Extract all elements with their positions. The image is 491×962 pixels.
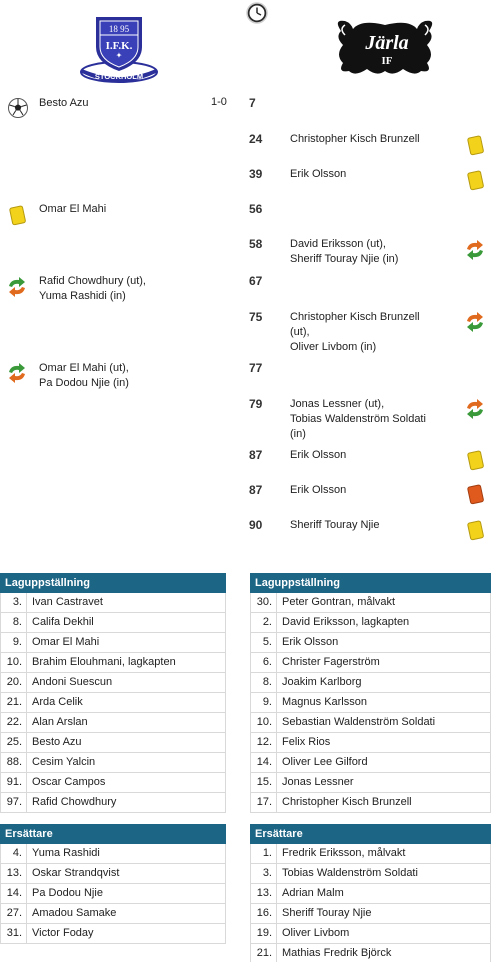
- player-name: Amadou Samake: [27, 904, 226, 923]
- event-line: (ut),: [290, 326, 310, 338]
- shirt-number: 88.: [0, 753, 27, 772]
- shirt-number: 9.: [250, 693, 277, 712]
- player-row: [0, 693, 226, 713]
- player-row: [0, 924, 226, 944]
- player-name: Ivan Castravet: [27, 593, 226, 612]
- shirt-number: 8.: [250, 673, 277, 692]
- event-substitution: [39, 274, 146, 304]
- player-name: Christopher Kisch Brunzell: [277, 793, 491, 812]
- shirt-number: 2.: [250, 613, 277, 632]
- away-logo-name: Järla: [365, 32, 409, 54]
- shirt-number: 13.: [250, 884, 277, 903]
- shirt-number: 10.: [250, 713, 277, 732]
- player-name: Fredrik Eriksson, målvakt: [277, 844, 491, 863]
- event-player-name: Sheriff Touray Njie: [290, 519, 380, 531]
- player-name: Sheriff Touray Njie: [277, 904, 491, 923]
- event-minute: 79: [249, 397, 263, 411]
- player-name: Alan Arslan: [27, 713, 226, 732]
- shirt-number: 10.: [0, 653, 27, 672]
- player-name: Christer Fagerström: [277, 653, 491, 672]
- player-name: Rafid Chowdhury: [27, 793, 226, 812]
- shirt-number: 30.: [250, 593, 277, 612]
- shirt-number: 14.: [0, 884, 27, 903]
- player-row: [250, 924, 491, 944]
- event-line: (in): [290, 428, 306, 440]
- substitution-icon: [464, 398, 486, 420]
- event-line: Oliver Livbom (in): [290, 341, 377, 353]
- shirt-number: 3.: [0, 593, 27, 612]
- event-player-name: Erik Olsson: [290, 449, 347, 461]
- player-name: Sebastian Waldenström Soldati: [277, 713, 491, 732]
- away-logo-suffix: IF: [381, 55, 393, 67]
- event-minute: 58: [249, 237, 263, 251]
- player-name: Andoni Suescun: [27, 673, 226, 692]
- player-row: [0, 633, 226, 653]
- event-minute: 24: [249, 132, 263, 146]
- event-line: Christopher Kisch Brunzell: [290, 311, 420, 323]
- red-card-icon: [464, 483, 486, 505]
- substitution-icon: [6, 276, 28, 298]
- shirt-number: 20.: [0, 673, 27, 692]
- event-minute: 90: [249, 518, 263, 532]
- event-minute: 77: [249, 361, 263, 375]
- event-minute: 67: [249, 274, 263, 288]
- shirt-number: 22.: [0, 713, 27, 732]
- away-substitutes-rows: [250, 844, 491, 962]
- event-player-name: Erik Olsson: [290, 484, 347, 496]
- event-player-name: Besto Azu: [39, 97, 89, 109]
- event-substitution: [39, 361, 129, 391]
- event-score: 1-0: [211, 96, 227, 108]
- player-row: [250, 653, 491, 673]
- player-name: Peter Gontran, målvakt: [277, 593, 491, 612]
- home-logo-year: 18 95: [108, 24, 130, 34]
- player-row: [250, 884, 491, 904]
- player-name: Magnus Karlsson: [277, 693, 491, 712]
- shirt-number: 21.: [250, 944, 277, 962]
- shirt-number: 3.: [250, 864, 277, 883]
- away-lineup-table: [250, 573, 491, 813]
- event-substitution: [290, 397, 426, 442]
- shirt-number: 25.: [0, 733, 27, 752]
- player-row: [0, 653, 226, 673]
- away-lineup-header: Laguppställning: [250, 573, 491, 593]
- shirt-number: 27.: [0, 904, 27, 923]
- player-row: [250, 693, 491, 713]
- shirt-number: 12.: [250, 733, 277, 752]
- player-name: Joakim Karlborg: [277, 673, 491, 692]
- event-player-name: Omar El Mahi: [39, 203, 107, 215]
- player-name: Jonas Lessner: [277, 773, 491, 792]
- home-substitutes-header: Ersättare: [0, 824, 226, 844]
- home-lineup-header: Laguppställning: [0, 573, 226, 593]
- player-row: [0, 593, 226, 613]
- player-row: [0, 884, 226, 904]
- player-name: Oliver Lee Gilford: [277, 753, 491, 772]
- event-minute: 56: [249, 202, 263, 216]
- player-name: Brahim Elouhmani, lagkapten: [27, 653, 226, 672]
- player-row: [250, 713, 491, 733]
- player-row: [0, 613, 226, 633]
- player-name: Adrian Malm: [277, 884, 491, 903]
- shirt-number: 17.: [250, 793, 277, 812]
- home-substitutes-rows: [0, 844, 226, 944]
- home-lineup-table: [0, 573, 226, 813]
- yellow-card-icon: [464, 449, 486, 471]
- player-row: [250, 793, 491, 813]
- shirt-number: 1.: [250, 844, 277, 863]
- player-row: [250, 773, 491, 793]
- svg-text:✦: ✦: [115, 51, 123, 60]
- home-substitutes-table: [0, 824, 226, 944]
- yellow-card-icon: [464, 519, 486, 541]
- shirt-number: 13.: [0, 864, 27, 883]
- player-name: Victor Foday: [27, 924, 226, 943]
- player-name: Oscar Campos: [27, 773, 226, 792]
- away-team-logo: [331, 15, 439, 79]
- player-name: Pa Dodou Njie: [27, 884, 226, 903]
- player-name: David Eriksson, lagkapten: [277, 613, 491, 632]
- player-row: [0, 773, 226, 793]
- player-name: Omar El Mahi: [27, 633, 226, 652]
- player-name: Arda Celik: [27, 693, 226, 712]
- player-row: [250, 673, 491, 693]
- yellow-card-icon: [464, 134, 486, 156]
- event-substitution: [290, 310, 420, 355]
- away-substitutes-table: [250, 824, 491, 962]
- yellow-card-icon: [464, 169, 486, 191]
- substitution-icon: [6, 362, 28, 384]
- player-row: [0, 733, 226, 753]
- player-name: Erik Olsson: [277, 633, 491, 652]
- player-name: Califa Dekhil: [27, 613, 226, 632]
- event-line: Tobias Waldenström Soldati: [290, 413, 426, 425]
- player-row: [250, 593, 491, 613]
- shirt-number: 31.: [0, 924, 27, 943]
- shirt-number: 19.: [250, 924, 277, 943]
- event-minute: 39: [249, 167, 263, 181]
- event-line: Omar El Mahi (ut),: [39, 362, 129, 374]
- shirt-number: 15.: [250, 773, 277, 792]
- shirt-number: 16.: [250, 904, 277, 923]
- player-name: Besto Azu: [27, 733, 226, 752]
- player-name: Oliver Livbom: [277, 924, 491, 943]
- player-name: Cesim Yalcin: [27, 753, 226, 772]
- substitution-icon: [464, 239, 486, 261]
- shirt-number: 9.: [0, 633, 27, 652]
- shirt-number: 91.: [0, 773, 27, 792]
- clock-icon: [246, 2, 268, 24]
- substitution-icon: [464, 311, 486, 333]
- player-name: Felix Rios: [277, 733, 491, 752]
- event-line: Rafid Chowdhury (ut),: [39, 275, 146, 287]
- player-row: [250, 844, 491, 864]
- away-substitutes-header: Ersättare: [250, 824, 491, 844]
- event-substitution: [290, 237, 398, 267]
- home-lineup-rows: [0, 593, 226, 813]
- player-row: [0, 793, 226, 813]
- ball-icon: [7, 97, 29, 119]
- player-row: [0, 753, 226, 773]
- event-player-name: Erik Olsson: [290, 168, 347, 180]
- player-name: Mathias Fredrik Björck: [277, 944, 491, 962]
- player-name: Yuma Rashidi: [27, 844, 226, 863]
- shirt-number: 4.: [0, 844, 27, 863]
- event-line: Pa Dodou Njie (in): [39, 377, 129, 389]
- shirt-number: 8.: [0, 613, 27, 632]
- player-row: [0, 673, 226, 693]
- event-line: David Eriksson (ut),: [290, 238, 386, 250]
- event-minute: 87: [249, 483, 263, 497]
- shirt-number: 21.: [0, 693, 27, 712]
- event-player-name: Christopher Kisch Brunzell: [290, 133, 420, 145]
- player-name: Oskar Strandqvist: [27, 864, 226, 883]
- player-row: [250, 904, 491, 924]
- event-minute: 7: [249, 96, 256, 110]
- shirt-number: 97.: [0, 793, 27, 812]
- shirt-number: 5.: [250, 633, 277, 652]
- event-line: Jonas Lessner (ut),: [290, 398, 385, 410]
- event-minute: 87: [249, 448, 263, 462]
- player-row: [250, 753, 491, 773]
- home-logo-city: STOCKHOLM: [94, 72, 144, 81]
- event-minute: 75: [249, 310, 263, 324]
- player-row: [0, 904, 226, 924]
- shirt-number: 6.: [250, 653, 277, 672]
- away-lineup-rows: [250, 593, 491, 813]
- event-line: Sheriff Touray Njie (in): [290, 253, 399, 265]
- event-line: Yuma Rashidi (in): [39, 290, 126, 302]
- player-row: [250, 864, 491, 884]
- player-row: [250, 633, 491, 653]
- home-logo-initials: I.F.K.: [105, 40, 133, 52]
- player-row: [0, 864, 226, 884]
- player-row: [250, 733, 491, 753]
- shirt-number: 14.: [250, 753, 277, 772]
- home-team-logo: [74, 13, 164, 85]
- yellow-card-icon: [6, 204, 28, 226]
- player-row: [0, 713, 226, 733]
- player-row: [250, 613, 491, 633]
- player-row: [0, 844, 226, 864]
- player-name: Tobias Waldenström Soldati: [277, 864, 491, 883]
- player-row: [250, 944, 491, 962]
